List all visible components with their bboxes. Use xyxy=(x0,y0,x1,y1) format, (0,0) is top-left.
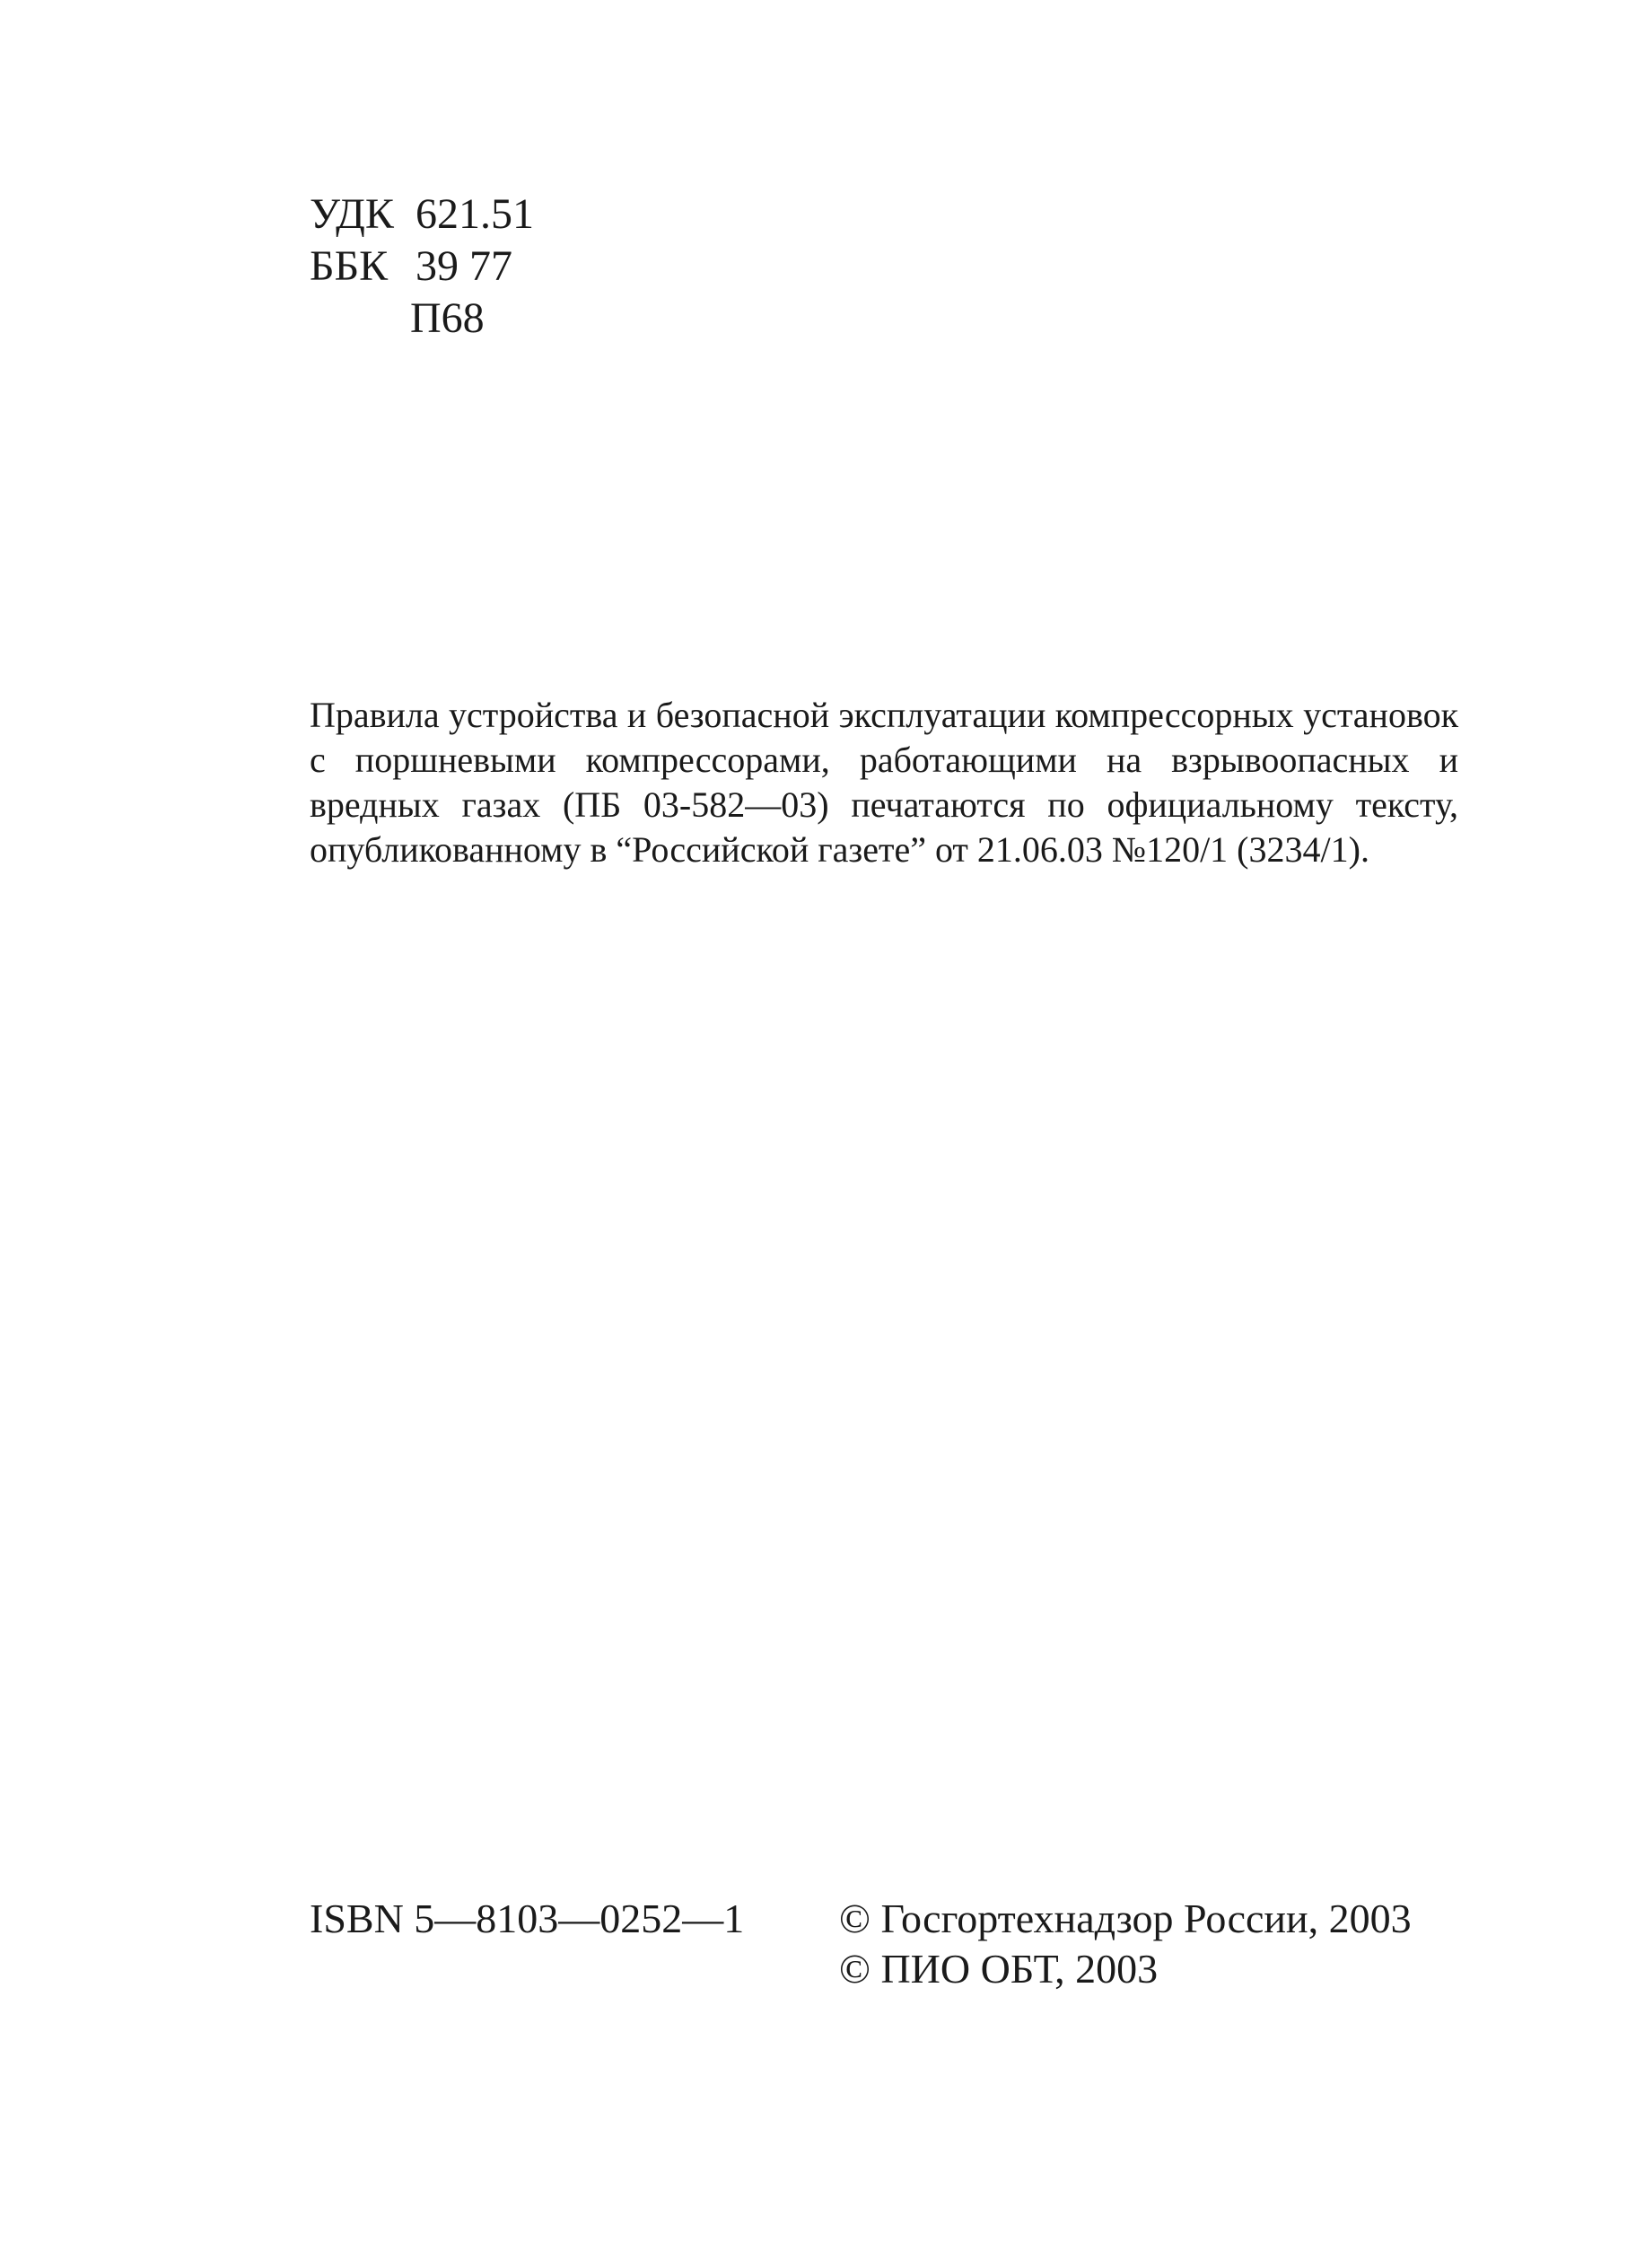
publication-notice: Правила устройства и безопасной эксплуатации компрессорных установок с поршневыми компрессорами, работающими на взрывоопасных и вредных газах (ПБ 03-582—03) печатаются по официальному тексту, опубликованному в “Российской газете” от 21.06.03 №120/1 (3234/1). xyxy=(310,695,1458,870)
bbk-value: 39 77 xyxy=(416,242,512,290)
bbk-label: ББК xyxy=(310,242,389,290)
copyright-line-pio-obt: © ПИО ОБТ, 2003 xyxy=(839,1946,1159,1992)
copyright-block xyxy=(839,1894,1412,1994)
author-mark: П68 xyxy=(410,294,485,342)
bbk-row xyxy=(310,241,534,293)
isbn-number: ISBN 5—8103—0252—1 xyxy=(310,1896,745,1941)
udk-row xyxy=(310,188,534,241)
udk-value: 621.51 xyxy=(416,190,534,238)
copyright-line-gosgortekhnadzor: © Госгортехнадзор России, 2003 xyxy=(839,1896,1412,1941)
classification-block xyxy=(310,188,534,345)
udk-label: УДК xyxy=(310,190,394,238)
